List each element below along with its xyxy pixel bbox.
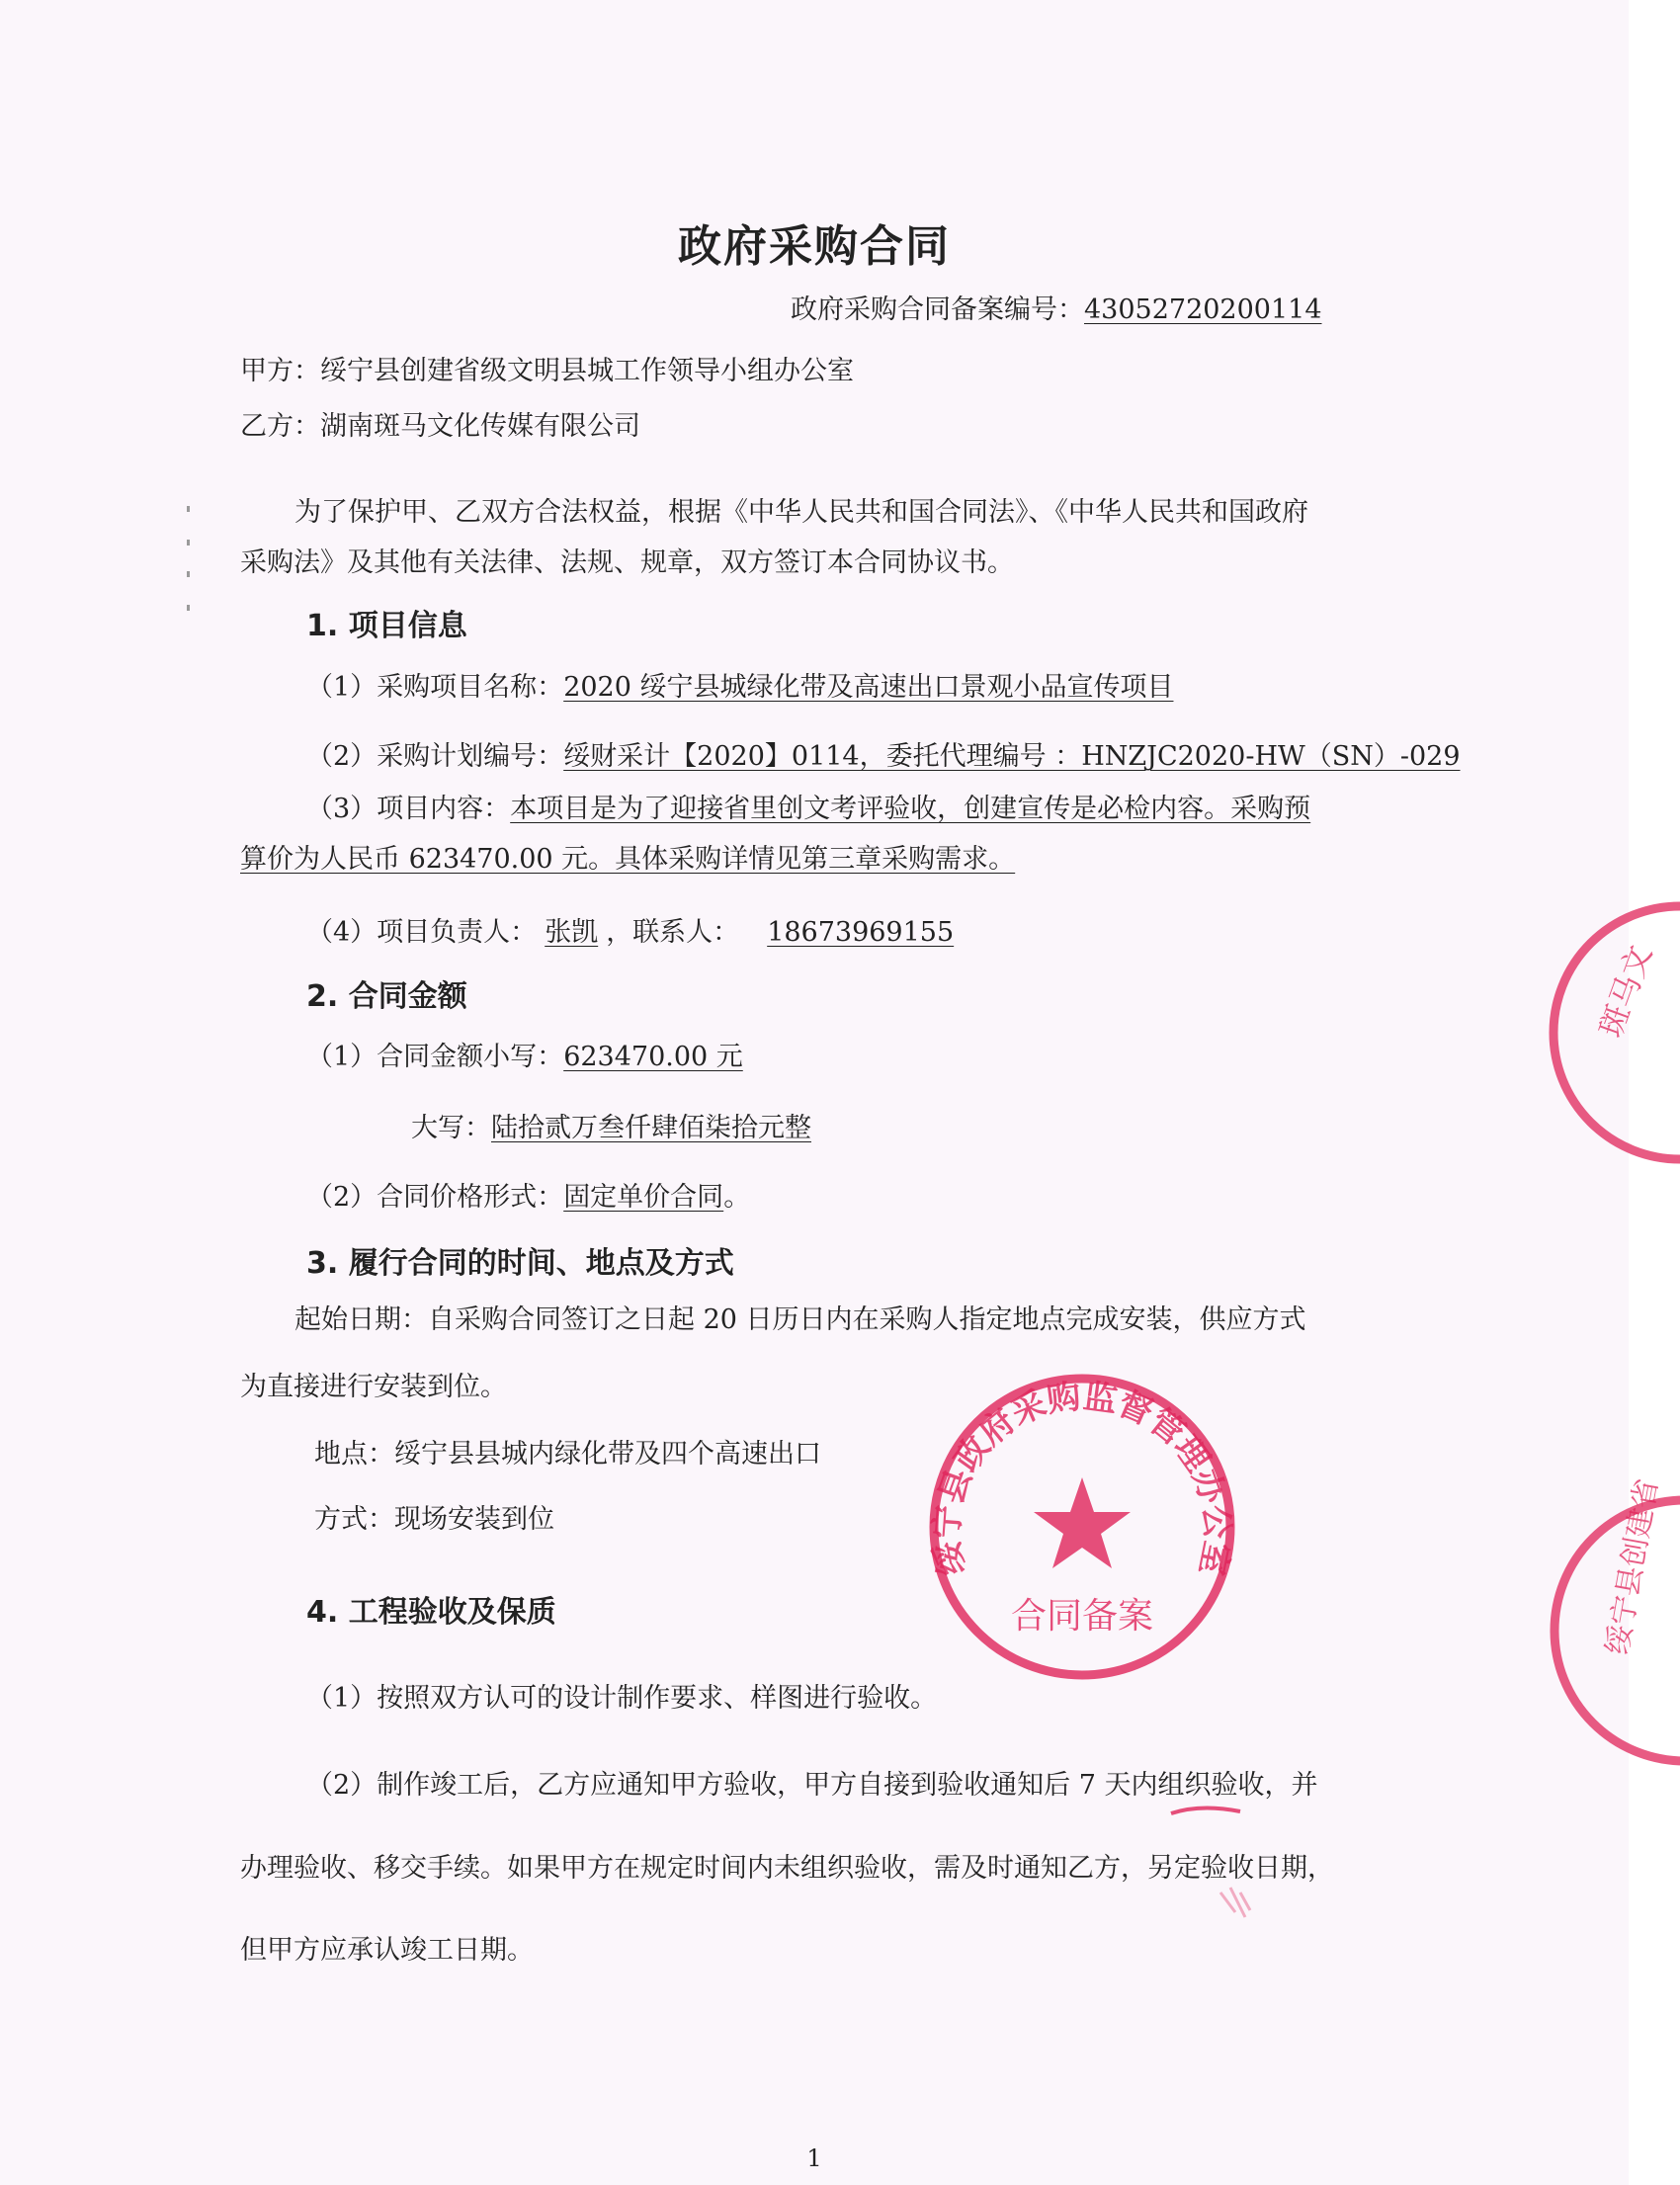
project-content	[306, 796, 1310, 822]
scan-margin	[1629, 0, 1680, 2185]
office-stamp-edge	[1537, 1475, 1666, 1774]
company-stamp-text: 斑马文	[1591, 940, 1660, 1043]
acceptance-item-2-line-1: （2）制作竣工后，乙方应通知甲方验收，甲方自接到验收通知后 7 天内组织验收，并	[306, 1770, 1318, 1801]
plan-number-label: （2）采购计划编号：	[306, 741, 564, 772]
procurement-office-stamp	[924, 1369, 1240, 1685]
price-form-value: 固定单价合同	[563, 1182, 724, 1213]
amount-lower-value: 623470.00 元	[563, 1042, 743, 1072]
record-number-label: 政府采购合同备案编号：	[791, 294, 1084, 325]
method: 方式：现场安装到位	[314, 1504, 554, 1535]
intro-line-2: 采购法》及其他有关法律、法规、规章，双方签订本合同协议书。	[240, 547, 1014, 578]
price-form-label: （2）合同价格形式：	[306, 1182, 564, 1213]
section-1-heading: 1. 项目信息	[306, 609, 467, 643]
project-content-value-2: 算价为人民币 623470.00 元。具体采购详情见第三章采购需求。	[240, 844, 1016, 875]
project-content-label: （3）项目内容：	[306, 794, 511, 824]
project-content-line-2	[240, 846, 1015, 873]
binding-holes	[186, 506, 192, 613]
amount-upper-value: 陆拾贰万叁仟肆佰柒拾元整	[491, 1113, 811, 1143]
project-name	[306, 674, 1173, 701]
ink-smudge	[1151, 1794, 1270, 1952]
section-2-heading: 2. 合同金额	[306, 979, 467, 1014]
project-name-label: （1）采购项目名称：	[306, 672, 564, 703]
contact-phone: 18673969155	[767, 917, 955, 948]
project-manager	[306, 919, 966, 946]
acceptance-item-1: （1）按照双方认可的设计制作要求、样图进行验收。	[306, 1683, 938, 1714]
record-number	[791, 296, 1378, 323]
company-stamp-edge	[1542, 894, 1660, 1171]
intro-line-1: 为了保护甲、乙双方合法权益，根据《中华人民共和国合同法》、《中华人民共和国政府	[294, 497, 1308, 528]
party-a: 甲方：绥宁县创建省级文明县城工作领导小组办公室	[240, 356, 854, 386]
start-date-line-1: 起始日期：自采购合同签订之日起 20 日历日内在采购人指定地点完成安装，供应方式	[294, 1304, 1306, 1335]
acceptance-item-2-line-2: 办理验收、移交手续。如果甲方在规定时间内未组织验收，需及时通知乙方，另定验收日期，	[240, 1853, 1334, 1884]
project-content-value-1: 本项目是为了迎接省里创文考评验收，创建宣传是必检内容。采购预	[510, 794, 1311, 824]
project-name-value: 2020 绥宁县城绿化带及高速出口景观小品宣传项目	[563, 672, 1174, 703]
place: 地点：绥宁县县城内绿化带及四个高速出口	[314, 1439, 821, 1470]
amount-lower	[306, 1044, 743, 1070]
document-title: 政府采购合同	[678, 221, 951, 272]
start-date-line-2: 为直接进行安装到位。	[240, 1372, 507, 1402]
contact-label: ，联系人：	[606, 917, 740, 948]
plan-number-value: 绥财采计【2020】0114，委托代理编号 ：HNZJC2020-HW（SN）-029	[563, 741, 1461, 772]
project-manager-name: 张凯	[545, 917, 599, 948]
price-form-end: 。	[723, 1182, 751, 1213]
record-number-value: 43052720200114	[1084, 294, 1322, 325]
plan-number	[306, 743, 1461, 770]
project-manager-label: （4）项目负责人：	[306, 917, 538, 948]
section-4-heading: 4. 工程验收及保质	[306, 1595, 556, 1630]
section-3-heading: 3. 履行合同的时间、地点及方式	[306, 1246, 734, 1281]
price-form	[306, 1184, 750, 1211]
office-stamp-text: 绥宁县创建省	[1600, 1475, 1666, 1658]
stamp-subtext: 合同备案	[1010, 1596, 1154, 1637]
stamp-ring-text: 绥宁县政府采购监督管理办公室	[927, 1377, 1237, 1579]
acceptance-item-2-line-3: 但甲方应承认竣工日期。	[240, 1935, 534, 1966]
star-icon	[1034, 1477, 1131, 1568]
amount-upper-label: 大写：	[411, 1113, 491, 1143]
page-number: 1	[806, 2144, 822, 2172]
party-b: 乙方：湖南斑马文化传媒有限公司	[240, 411, 640, 442]
amount-lower-label: （1）合同金额小写：	[306, 1042, 564, 1072]
amount-upper	[411, 1115, 811, 1141]
